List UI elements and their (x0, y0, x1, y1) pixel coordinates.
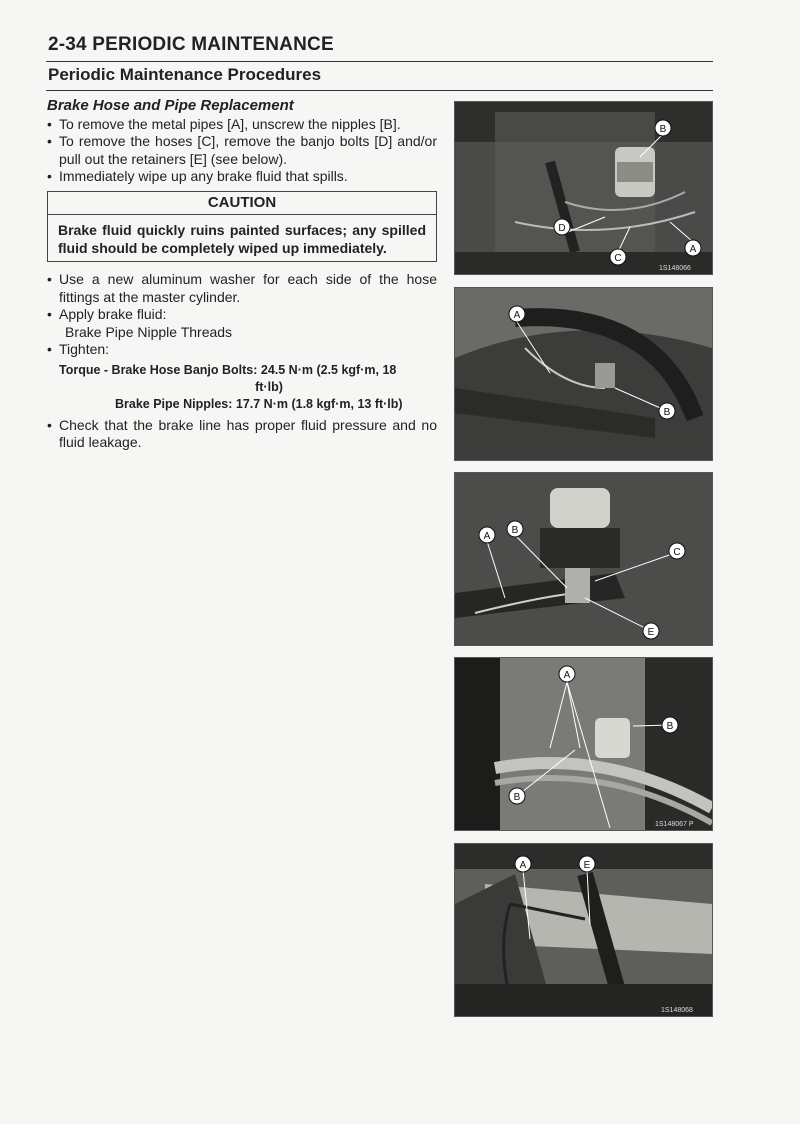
callout-a: A (483, 531, 491, 542)
photo-master-cylinder (454, 101, 713, 275)
callout-a: A (689, 244, 697, 255)
bullet-apply: • Apply brake fluid: (47, 306, 437, 324)
callout-b-right: B (666, 721, 674, 732)
torque-spec (59, 362, 437, 413)
callout-c: C (614, 253, 622, 264)
photo-id: 1S148066 (659, 265, 691, 272)
bullet-check: • Check that the brake line has proper fluid pressure and no fluid leakage. (47, 417, 437, 452)
bullet-washer: • Use a new aluminum washer for each side of the hose fittings at the master cylinder. (47, 271, 437, 306)
callout-a: A (563, 670, 571, 681)
caution-box (47, 191, 437, 263)
subheading: Brake Hose and Pipe Replacement (47, 97, 294, 114)
bullet-remove-pipes: • To remove the metal pipes [A], unscrew the nipples [B]. (47, 116, 437, 134)
bullet-remove-hoses: • To remove the hoses [C], remove the banjo bolts [D] and/or pull out the retainers [E] (see below). (47, 133, 437, 168)
procedure-text (47, 97, 437, 452)
callout-b-left: B (513, 792, 521, 803)
torque-line2: ft·lb) (255, 379, 283, 394)
callout-b: B (511, 525, 519, 536)
callout-b: B (659, 124, 667, 135)
photo-id: 1S148067 P (655, 821, 694, 828)
section-title: Periodic Maintenance Procedures (48, 65, 322, 84)
page-header: 2-34 PERIODIC MAINTENANCE (48, 34, 334, 55)
bullet-tighten: • Tighten: (47, 341, 437, 359)
photo-wheel-pipe (454, 287, 713, 461)
photo-rear-hose (454, 472, 713, 646)
callout-b: B (663, 407, 671, 418)
callout-e: E (583, 860, 591, 871)
caution-text: Brake fluid quickly ruins painted surfaces; any spilled fluid should be completely wiped up immediately. (58, 222, 426, 256)
callout-d: D (558, 223, 566, 234)
apply-item: Brake Pipe Nipple Threads (65, 323, 233, 340)
photo-id: 1S148068 (661, 1007, 693, 1014)
torque-line1: Torque - Brake Hose Banjo Bolts: 24.5 N·m (2.5 kgf·m, 18 (59, 362, 397, 377)
callout-a: A (513, 310, 521, 321)
bullet-wipe-fluid: • Immediately wipe up any brake fluid that spills. (47, 168, 437, 186)
photo-pipe-junction (454, 657, 713, 831)
photo-front-pipe (454, 843, 713, 1017)
callout-c: C (673, 547, 681, 558)
callout-e: E (647, 627, 655, 638)
caution-title: CAUTION (48, 192, 436, 216)
torque-line3: Brake Pipe Nipples: 17.7 N·m (1.8 kgf·m, 13 ft·lb) (115, 396, 403, 411)
section-rule (46, 90, 713, 91)
callout-a: A (519, 860, 527, 871)
header-rule (46, 61, 713, 62)
